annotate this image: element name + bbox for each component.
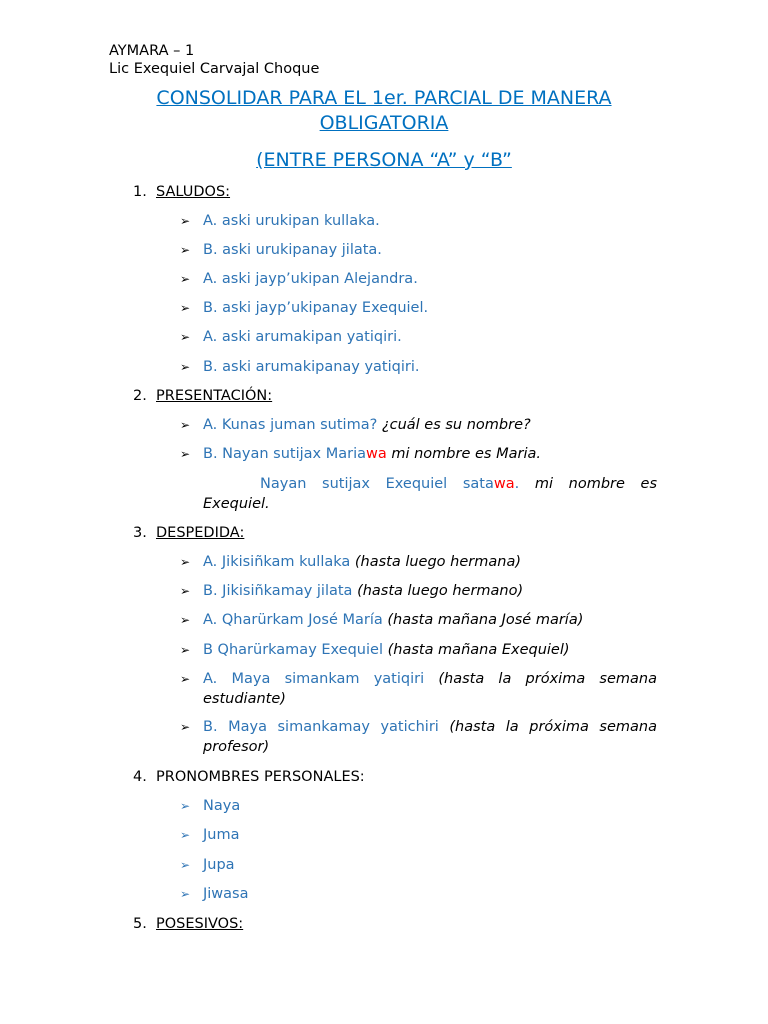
arrow-bullet-icon: ➢ [180,584,191,598]
arrow-bullet-icon: ➢ [180,301,191,315]
list-item: ➢ A. Maya simankam yatiqiri (hasta la próxima semana estudiante) [180,671,657,707]
arrow-bullet-icon: ➢ [180,447,191,461]
arrow-bullet-icon: ➢ [180,360,191,374]
arrow-bullet-icon: ➢ [180,799,191,813]
list-item: ➢ Naya [180,797,657,817]
arrow-bullet-icon: ➢ [180,828,191,842]
list-item: ➢ A. Jikisiñkam kullaka (hasta luego hermana) [180,553,657,573]
list-item: ➢ A. Kunas juman sutima? ¿cuál es su nombre? [180,416,657,436]
arrow-bullet-icon: ➢ [180,720,191,734]
section-heading-posesivos: 5. POSESIVOS: [133,916,244,932]
list-item: ➢ A. aski arumakipan yatiqiri. [180,328,657,348]
list-item: ➢ B Qharürkamay Exequiel (hasta mañana Exequiel) [180,641,657,661]
subtitle: (ENTRE PERSONA “A” y “B” [256,149,512,171]
list-item: ➢ B. aski jayp’ukipanay Exequiel. [180,299,657,319]
arrow-bullet-icon: ➢ [180,272,191,286]
arrow-bullet-icon: ➢ [180,643,191,657]
list-item: ➢ A. Qharürkam José María (hasta mañana José maría) [180,611,657,631]
section-heading-pronombres: 4. PRONOMBRES PERSONALES: [133,769,365,785]
document-header [109,42,319,78]
teacher-name: Lic Exequiel Carvajal Choque [109,61,320,77]
list-item: ➢ Jiwasa [180,885,657,905]
list-item: ➢ B. Maya simankamay yatichiri (hasta la próxima semana profesor) [180,719,657,755]
title-line-1: CONSOLIDAR PARA EL 1er. PARCIAL DE MANERA [156,87,612,109]
title-line-2: OBLIGATORIA [319,112,449,134]
arrow-bullet-icon: ➢ [180,613,191,627]
course-label: AYMARA – 1 [109,43,195,59]
list-item: ➢ Juma [180,826,657,846]
section-heading-presentacion: 2. PRESENTACIÓN: [133,388,273,404]
section-heading-despedida: 3. DESPEDIDA: [133,525,245,541]
arrow-bullet-icon: ➢ [180,330,191,344]
arrow-bullet-icon: ➢ [180,672,191,686]
list-item: ➢ A. aski jayp’ukipan Alejandra. [180,270,657,290]
list-item: ➢ B. Jikisiñkamay jilata (hasta luego hermano) [180,582,657,602]
list-item: Nayan sutijax Exequiel satawa. mi nombre es Exequiel. [203,476,658,512]
list-item: ➢ B. Nayan sutijax Mariawa mi nombre es Maria. [180,445,657,465]
arrow-bullet-icon: ➢ [180,418,191,432]
arrow-bullet-icon: ➢ [180,214,191,228]
arrow-bullet-icon: ➢ [180,858,191,872]
section-heading-saludos: 1. SALUDOS: [133,184,231,200]
arrow-bullet-icon: ➢ [180,243,191,257]
list-item: ➢ A. aski urukipan kullaka. [180,212,657,232]
list-item: ➢ B. aski arumakipanay yatiqiri. [180,358,657,378]
list-item: ➢ B. aski urukipanay jilata. [180,241,657,261]
arrow-bullet-icon: ➢ [180,555,191,569]
list-item: ➢ Jupa [180,856,657,876]
arrow-bullet-icon: ➢ [180,887,191,901]
